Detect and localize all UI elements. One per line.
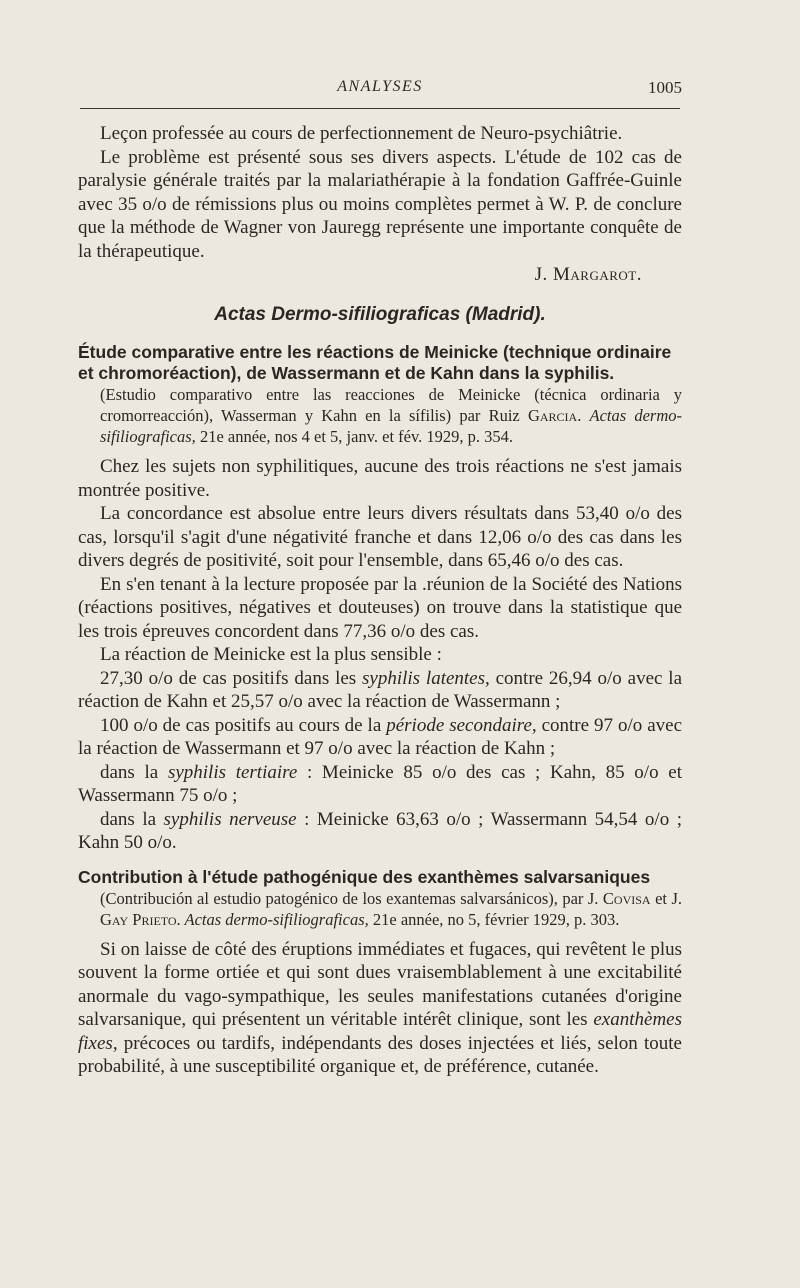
running-head: ANALYSES [337,78,423,95]
article2-reference [78,888,682,930]
article2-p1-emphasis: exanthèmes fixes, [78,1009,682,1054]
article1-ref-journal: Actas dermo-sifiliograficas, [100,406,683,446]
article2-p1-rest: précoces ou tardifs, indépendants des doses injectées et liés, selon toute probabilité, à une susceptibilité organique et, de préférence, cutanée. [78,1032,682,1077]
article1-paragraph-4: La réaction de Meinicke est la plus sensible : [100,644,442,665]
article1-title: Étude comparative entre les réactions de Meinicke (technique ordinaire et chromoréaction), de Wassermann et de Kahn dans la syphilis. [78,342,672,383]
journal-heading: Actas Dermo-sifiliograficas (Madrid). [214,303,546,325]
article1-p5-emphasis: syphilis latentes, [362,667,490,689]
article1-paragraph-7 [78,761,682,808]
article1-p5-text: 27,30 o/o de cas positifs dans les [100,667,363,689]
article1-p8-rest: : Meinicke 63,63 o/o ; Wassermann 54,54 o/o ; Kahn 50 o/o. [78,808,682,853]
article2-title: Contribution à l'étude pathogénique des exanthèmes salvarsaniques [78,866,651,887]
article1-p6-rest: contre 97 o/o avec la réaction de Wassermann et 97 o/o avec la réaction de Kahn ; [78,714,682,759]
article2-ref-text: (Contribución al estudio patogénico de los exantemas salvarsánicos), par J. [100,888,603,908]
article1-p6-text: 100 o/o de cas positifs au cours de la [100,714,387,736]
review1-signature: J. Margarot. [534,264,642,285]
article1-p7-text: dans la [100,761,168,783]
review1-paragraph-2: Le problème est présenté sous ses divers aspects. L'étude de 102 cas de paralysie générale traités par la malariathérapie à la fondation Gaffrée-Guinle avec 35 o/o de rémissions plus ou moins complètes permet à W. P. de conclure que la méthode de Wagner von Jauregg représente une importante conquête de la thérapeutique. [78,146,682,262]
article1-ref-author: Garcia. [527,406,582,425]
article2-p1-text: Si on laisse de côté des éruptions immédiates et fugaces, qui revêtent le plus souvent la forme ortiée et qui sont dues vraisemblablement à une excitabilité anormale du vago-sympathique, les seules manifestations cutanées d'origine salvarsanique, qui présentent un véritable intérêt clinique, sont les [78,938,682,1030]
article2-ref-journal: Actas dermo-sifiliograficas, [180,909,369,929]
article1-paragraph-6 [78,714,682,761]
page-body [78,122,682,1079]
page-number: 1005 [648,78,682,97]
header-rule [80,108,680,109]
article1-paragraph-3: En s'en tenant à la lecture proposée par la .réunion de la Société des Nations (réactions positives, négatives et douteuses) on trouve dans la statistique que les trois épreuves concordent dans 77,36 o/o des cas. [78,573,682,642]
article1-ref-details: 21e année, nos 4 et 5, janv. et fév. 1929, p. 354. [195,427,514,446]
article1-paragraph-8 [78,808,682,855]
review1-paragraph-1: Leçon professée au cours de perfectionnement de Neuro-psychiâtrie. [100,123,623,144]
article1-p7-emphasis: syphilis tertiaire [167,761,298,783]
article2-paragraph-1 [78,938,682,1079]
article1-reference [78,384,682,447]
article1-paragraph-1: Chez les sujets non syphilitiques, aucune des trois réactions ne s'est jamais montrée positive. [78,456,682,501]
article1-p8-text: dans la [100,808,164,830]
article1-p5-rest: contre 26,94 o/o avec la réaction de Kahn et 25,57 o/o avec la réaction de Wassermann ; [78,667,682,712]
article2-ref-details: 21e année, no 5, février 1929, p. 303. [368,909,620,929]
article1-p7-rest: : Meinicke 85 o/o des cas ; Kahn, 85 o/o et Wassermann 75 o/o ; [78,761,682,806]
article2-ref-mid: et J. [650,888,682,908]
article1-p6-emphasis: période secondaire, [386,714,537,736]
article2-ref-author-2: Gay Prieto. [100,909,181,929]
article1-ref-text: (Estudio comparativo entre las reacciones de Meinicke (técnica ordinaria y cromorreacción), Wasserman y Kahn en la sífilis) par Ruiz [100,385,682,425]
page-header [78,76,682,102]
article1-paragraph-2: La concordance est absolue entre leurs divers résultats dans 53,40 o/o des cas, lorsqu'il s'agit d'une négativité franche et dans 12,06 o/o des cas dans les divers degrés de positivité, soit pour l'ensemble, dans 65,46 o/o des cas. [78,503,682,571]
article1-p8-emphasis: syphilis nerveuse [163,808,297,830]
article2-ref-author-1: Covisa [602,888,651,908]
article1-paragraph-5 [78,667,682,714]
